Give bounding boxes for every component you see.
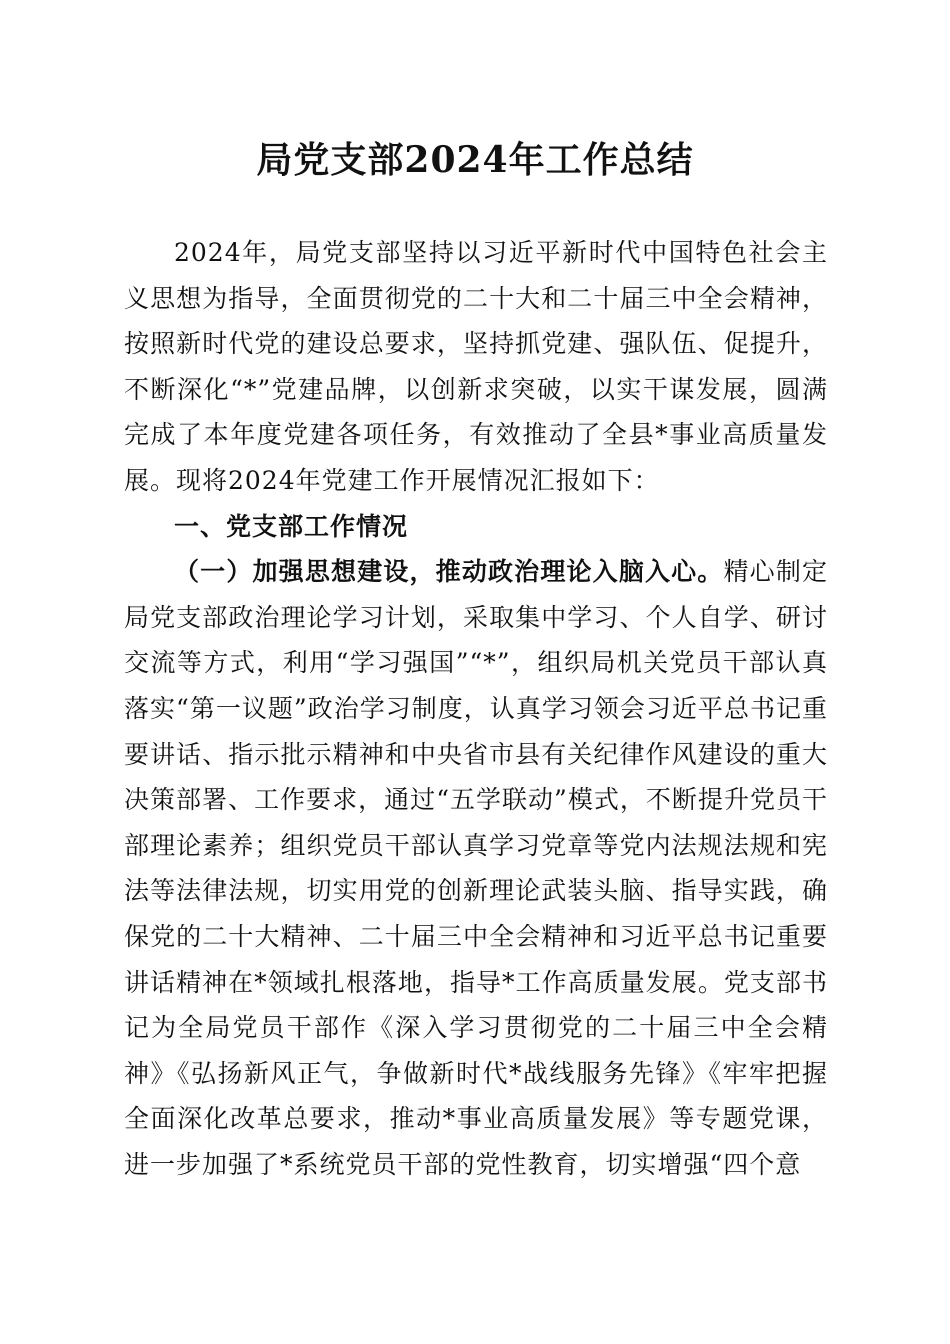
section-paragraph [124,549,828,1187]
subsection-heading: （一）加强思想建设，推动政治理论入脑入心。 [174,557,724,587]
section-heading: 一、党支部工作情况 [174,511,409,541]
document-title: 局党支部2024年工作总结 [256,139,694,181]
intro-paragraph: 2024年，局党支部坚持以习近平新时代中国特色社会主义思想为指导，全面贯彻党的二十大和二十届三中全会精神，按照新时代党的建设总要求，坚持抓党建、强队伍、促提升，不断深化“*”党建品牌，以创新求突破，以实干谋发展，圆满完成了本年度党建各项任务，有效推动了全县*事业高质量发展。现将2024年党建工作开展情况汇报如下： [124,238,828,495]
subsection-text: 精心制定局党支部政治理论学习计划，采取集中学习、个人自学、研讨交流等方式，利用“学习强国”“*”，组织局机关党员干部认真落实“第一议题”政治学习制度，认真学习领会习近平总书记重要讲话、指示批示精神和中央省市县有关纪律作风建设的重大决策部署、工作要求，通过“五学联动”模式，不断提升党员干部理论素养；组织党员干部认真学习党章等党内法规法规和宪法等法律法规，切实用党的创新理论武装头脑、指导实践，确保党的二十大精神、二十届三中全会精神和习近平总书记重要讲话精神在*领域扎根落地，指导*工作高质量发展。党支部书记为全局党员干部作《深入学习贯彻党的二十届三中全会精神》《弘扬新风正气，争做新时代*战线服务先锋》《牢牢把握全面深化改革总要求，推动*事业高质量发展》等专题党课，进一步加强了*系统党员干部的党性教育，切实增强“四个意 [124,557,828,1179]
document-body [124,230,828,1187]
